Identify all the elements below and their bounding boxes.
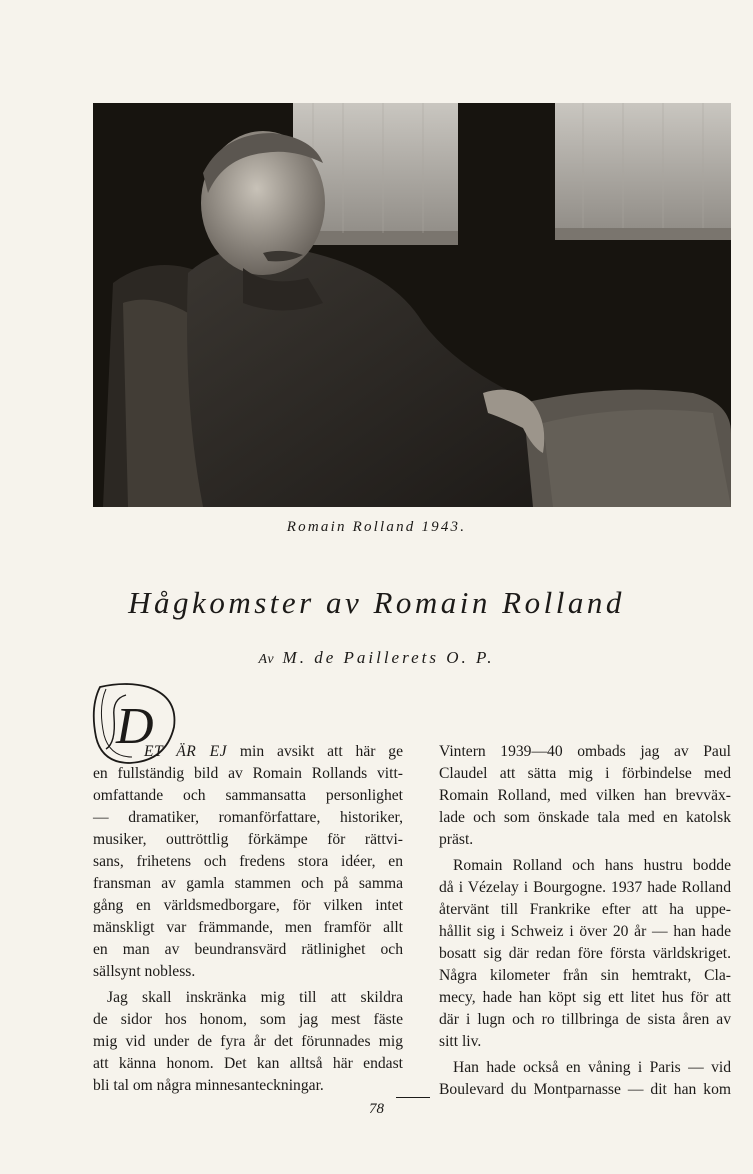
text-line: en fullständig bild av Romain Rollands vitt-	[93, 765, 403, 782]
paragraph-4	[439, 855, 731, 1053]
text-line: där i lugn och ro tillbringa de sista åren av	[439, 1011, 731, 1028]
text-line: Boulevard du Montparnasse — dit han kom	[439, 1081, 731, 1098]
page-number-rule	[396, 1097, 430, 1098]
text-line: mänskligt var främmande, men framför allt	[93, 919, 403, 936]
opening-words: ET ÄR EJ	[144, 743, 228, 760]
photo-caption: Romain Rolland 1943.	[286, 519, 467, 535]
drop-cap-letter: D	[116, 698, 154, 755]
text-line: fransman av gamla stammen och på samma	[93, 875, 403, 892]
text-line: mecy, hade han köpt sig ett litet hus för att	[439, 989, 731, 1006]
text-line: då i Vézelay i Bourgogne. 1937 hade Rolland	[439, 879, 731, 896]
text-line: mig vid under de fyra år det förunnades mig	[93, 1033, 403, 1050]
text-line: de sidor hos honom, som jag mest fäste	[93, 1011, 403, 1028]
paragraph-5	[439, 1057, 731, 1101]
article-title: Hågkomster av Romain Rolland	[128, 585, 625, 620]
text-line: sans, frihetens och fredens stora idéer, en	[93, 853, 403, 870]
text-line: omfattande och sammansatta personlighet	[93, 787, 403, 804]
text-line: — dramatiker, romanförfattare, historiker,	[93, 809, 403, 826]
text-line: Några kilometer från sin hemtrakt, Cla-	[439, 967, 731, 984]
text-line: Romain Rolland och hans hustru bodde	[453, 857, 731, 874]
text-line: Romain Rolland, med vilken han brevväx-	[439, 787, 731, 804]
text-line: musiker, outtröttlig förkämpe för rättvi-	[93, 831, 403, 848]
text-line: Han hade också en våning i Paris — vid	[453, 1059, 731, 1076]
left-column	[93, 741, 403, 1097]
portrait-image	[93, 103, 731, 507]
text-line: sitt liv.	[439, 1033, 482, 1050]
paragraph-3	[439, 741, 731, 851]
author-prefix: Av	[258, 652, 275, 667]
text-line: gång en världsmedborgare, för vilken intet	[93, 897, 403, 914]
first-line: ET ÄR EJ min avsikt att här ge	[144, 743, 403, 760]
author-name: M. de Paillerets O. P.	[282, 648, 495, 667]
text-line: Vintern 1939—40 ombads jag av Paul	[439, 743, 731, 760]
text-line: hållit sig i Schweiz i över 20 år — han hade	[439, 923, 731, 940]
author-byline	[0, 648, 753, 668]
paragraph-2	[93, 987, 403, 1097]
text-line: Claudel att sätta mig i förbindelse med	[439, 765, 731, 782]
text-line: sällsynt nobless.	[93, 963, 196, 980]
portrait-photo	[93, 103, 731, 507]
page-number: 78	[369, 1101, 384, 1117]
text-line: lade och som önskade tala med en katolsk	[439, 809, 731, 826]
text-line: bosatt sig där redan före första världskriget.	[439, 945, 731, 962]
text-line: en man av beundransvärd rätlinighet och	[93, 941, 403, 958]
text-line: att känna honom. Det kan alltså här endast	[93, 1055, 403, 1072]
text-line: präst.	[439, 831, 474, 848]
paragraph-1	[93, 741, 403, 983]
text-line: Jag skall inskränka mig till att skildra	[107, 989, 403, 1006]
text-line: bli tal om några minnesanteckningar.	[93, 1077, 324, 1094]
right-column	[439, 741, 731, 1101]
text-line: återvänt till Frankrike efter att ha uppe-	[439, 901, 731, 918]
